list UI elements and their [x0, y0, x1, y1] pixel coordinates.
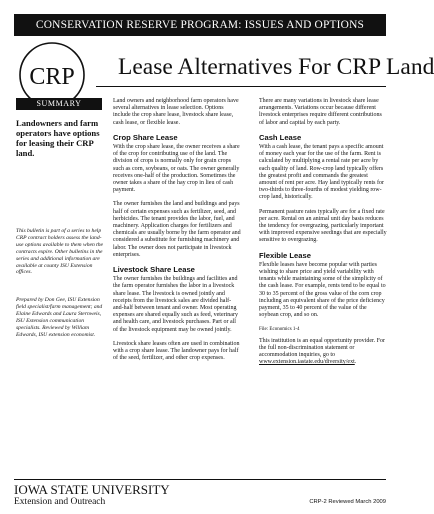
eo-text: This institution is an equal opportunity provider. For the full non-discrimination statement or accommodation inquiries, go to: [259, 337, 385, 359]
file-reference: File: Economics 1-4: [259, 327, 300, 333]
cash-lease-paragraph-1: With a cash lease, the tenant pays a specific amount of money each year for the use of the farm. Rent is calculated by multiplying a rental rate per acre by each quality of land. Row-crop land typically offers the greatest profit and commands the greatest amount of rent per acre. Hay land typically rents for two-thirds to three-fourths of modest yielding row-crop land, historically.: [259, 144, 384, 201]
page-title: Lease Alternatives For CRP Land: [118, 54, 434, 80]
series-banner: CONSERVATION RESERVE PROGRAM: ISSUES AND OPTIONS: [14, 14, 386, 36]
livestock-share-paragraph-1: The owner furnishes the buildings and facilities and the farm operator furnishes the labor in a livestock share lease. The livestock is owned jointly and receipts from the livestock sales are divided half-and-half between tenant and owner. Most operating expenses are shared equally such as feed, veterinary and health care, and livestock purchases. Part or all of the livestock equipment may be owned jointly.: [113, 276, 238, 333]
livestock-share-heading: Livestock Share Lease: [113, 265, 195, 275]
summary-label: SUMMARY: [16, 98, 102, 110]
column-right: [259, 98, 387, 374]
cash-lease-heading: Cash Lease: [259, 132, 302, 142]
summary-text: Landowners and farm operators have options for leasing their CRP land.: [16, 118, 100, 158]
variations-paragraph: There are many variations in livestock share lease arrangements. Variations occur because different livestock enterprises require different contributions of labor and capital by each party.: [259, 98, 382, 126]
flexible-lease-paragraph: Flexible leases have become popular with parties wishing to share price and yield variability with tenants while maintaining some of the simplicity of the cash lease. For example, rents tend to be equal to 30 to 35 percent of the gross value of the corn crop including an equivalent share of the price deficiency payment, 35 to 40 percent of the value of the soybean crop, and so on.: [259, 261, 386, 319]
series-note: This bulletin is part of a series to help CRP contract holders assess the land-use options available to them when the contracts expire. Other bulletins in the series and additional information are available at county ISU Extension offices.: [16, 228, 104, 276]
logo-letters: CRP: [29, 64, 75, 90]
equal-opportunity-statement: [259, 338, 387, 367]
title-divider: [96, 86, 386, 87]
eo-end: .: [354, 359, 357, 366]
diversity-link[interactable]: www.extension.iastate.edu/diversity/ext: [259, 359, 355, 366]
livestock-share-paragraph-2: Livestock share leases often are used in combination with a crop share lease. The landowner pays for half of the seed, fertilizer, and other crop expenses.: [113, 340, 240, 362]
university-wordmark: IOWA STATE UNIVERSITY: [14, 482, 170, 497]
crop-share-paragraph-2: The owner furnishes the land and buildings and pays half of certain expenses such as fertilizer, seed, and herbicides. The tenant provides the labor, fuel, and machinery. Application charges for fertilizers and chemicals are usually borne by the farm operator and considered a substitute for furnishing machinery and labor. The owner does not participate in livestock enterprises.: [113, 201, 241, 258]
cash-lease-paragraph-2: Permanent pasture rates typically are for a fixed rate per acre. Rental on an animal unit day basis reduces the tendency for overgrazing, particularly important with improved expensive seedings that are especially sensitive to overgrazing.: [259, 208, 387, 244]
column-left: [113, 98, 241, 370]
summary-sidebar: [16, 98, 102, 158]
crop-share-heading: Crop Share Lease: [113, 132, 178, 142]
intro-paragraph: Land owners and neighborhood farm operators have several alternatives in lease selection. Options include the crop share lease, livestock share lease, cash lease, or flexible lease.: [113, 98, 239, 126]
authors-note: Prepared by Don Gee, ISU Extension field specialist/farm management; and Elaine Edwards and Laura Sternweis, ISU Extension communication specialists. Reviewed by William Edwards, ISU extension economist.: [16, 297, 103, 338]
publication-code: CRP-2 Reviewed March 2009: [309, 499, 386, 505]
university-subtitle: Extension and Outreach: [14, 497, 106, 507]
crop-share-paragraph-1: With the crop share lease, the owner receives a share of the crop for contributing use of the land. The division of crops is normally only for grain crops such as corn, soybeans, or oats. The owner generally receives one-half of the production. Sometimes the owner takes a share of the hay crop in lieu of cash payment.: [113, 144, 240, 194]
flexible-lease-heading: Flexible Lease: [259, 250, 311, 260]
footer-divider: [14, 479, 386, 480]
